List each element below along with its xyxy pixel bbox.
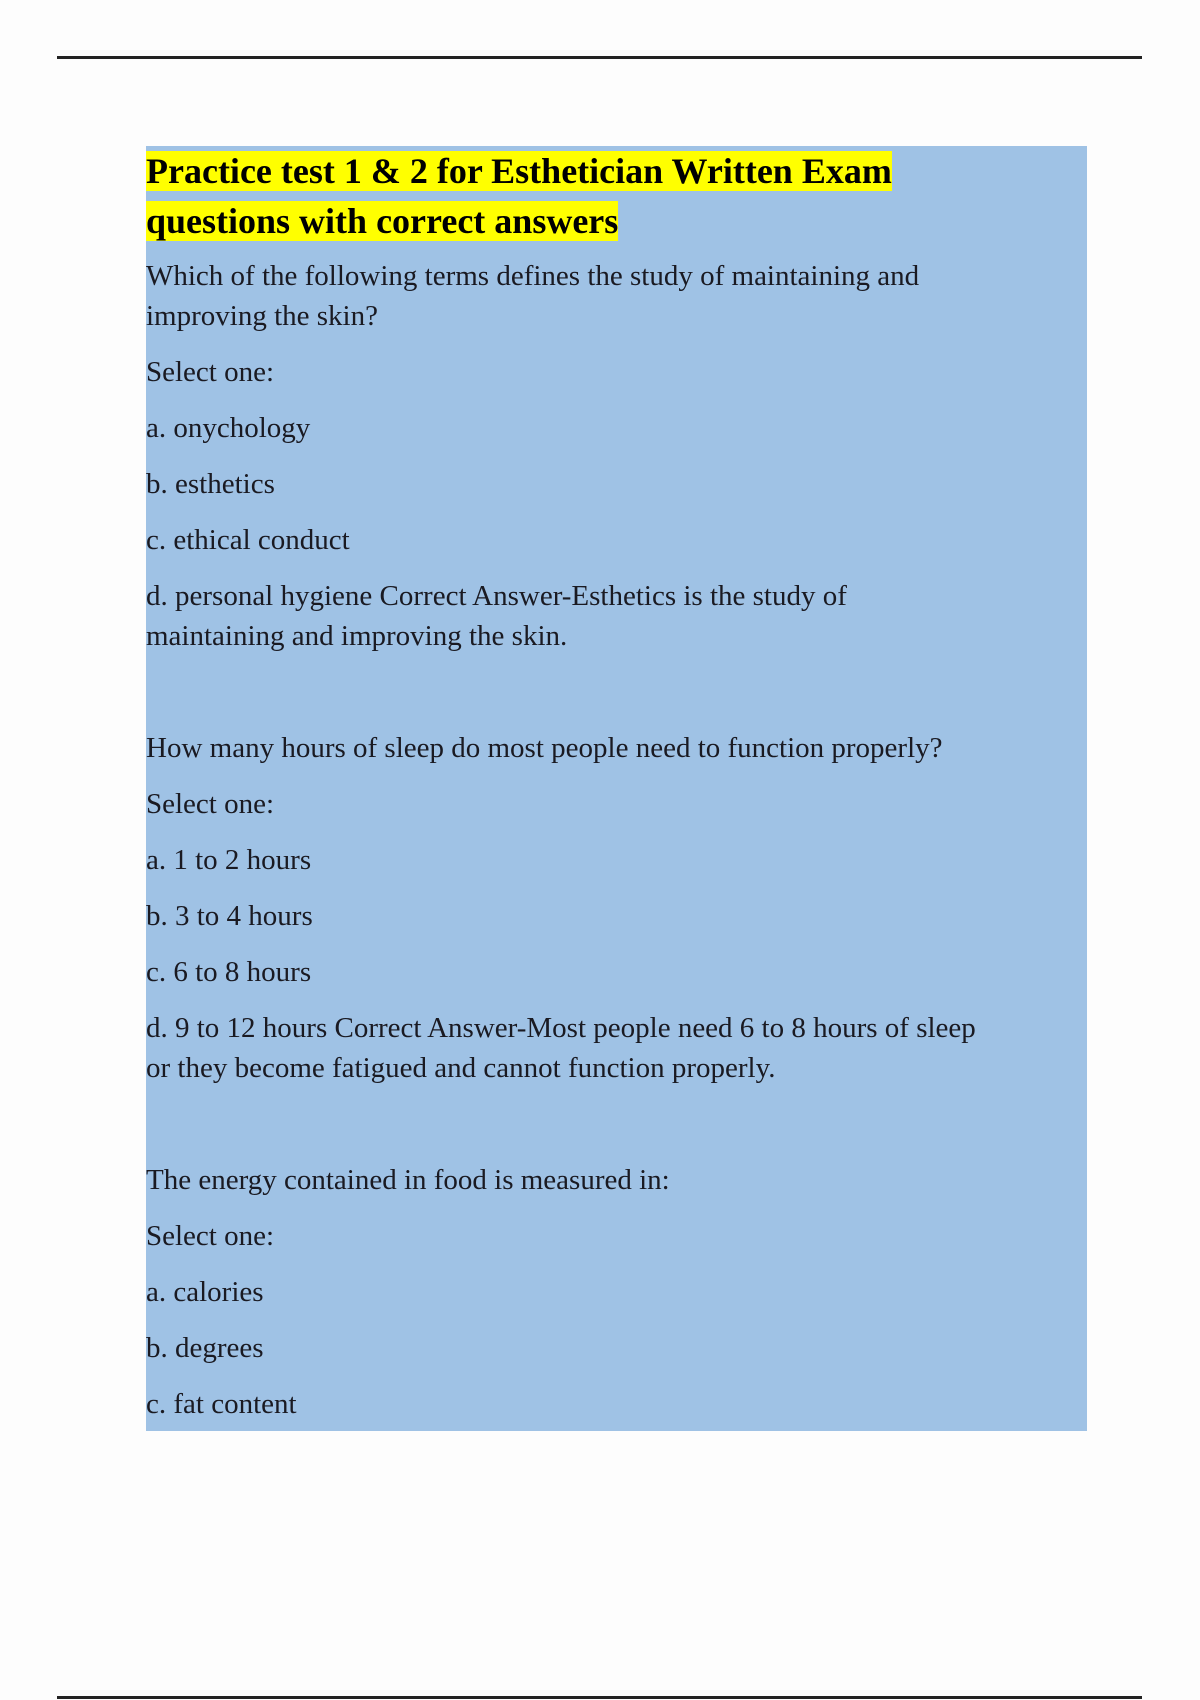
question-2 — [146, 728, 1087, 1088]
question-2-option-b: b. 3 to 4 hours — [146, 900, 313, 932]
header-rule — [57, 56, 1142, 59]
question-3 — [146, 1160, 1087, 1424]
question-3-option-c: c. fat content — [146, 1388, 297, 1420]
document-content — [146, 146, 1087, 1431]
title-line-1: Practice test 1 & 2 for Esthetician Written Exam — [146, 151, 892, 191]
question-1 — [146, 256, 1087, 656]
question-2-text: How many hours of sleep do most people need to function properly? — [146, 732, 943, 764]
question-1-option-b: b. esthetics — [146, 468, 275, 500]
question-1-prompt: Select one: — [146, 356, 275, 388]
footer-rule — [57, 1696, 1142, 1699]
question-2-option-c: c. 6 to 8 hours — [146, 956, 312, 988]
question-1-text: Which of the following terms defines the study of maintaining and improving the skin? — [146, 260, 920, 332]
question-1-option-a: a. onychology — [146, 412, 311, 444]
question-3-text: The energy contained in food is measured in: — [146, 1164, 670, 1196]
title-line-2: questions with correct answers — [146, 201, 619, 241]
question-3-option-a: a. calories — [146, 1276, 264, 1308]
question-2-prompt: Select one: — [146, 788, 275, 820]
question-2-option-a: a. 1 to 2 hours — [146, 844, 312, 876]
question-1-option-d-answer: d. personal hygiene Correct Answer-Esthetics is the study of maintaining and improving the skin. — [146, 580, 847, 652]
question-2-option-d-answer: d. 9 to 12 hours Correct Answer-Most people need 6 to 8 hours of sleep or they become fatigued and cannot function properly. — [146, 1012, 976, 1084]
question-1-option-c: c. ethical conduct — [146, 524, 350, 556]
question-3-option-b: b. degrees — [146, 1332, 264, 1364]
document-title — [146, 146, 1087, 246]
question-3-prompt: Select one: — [146, 1220, 275, 1252]
